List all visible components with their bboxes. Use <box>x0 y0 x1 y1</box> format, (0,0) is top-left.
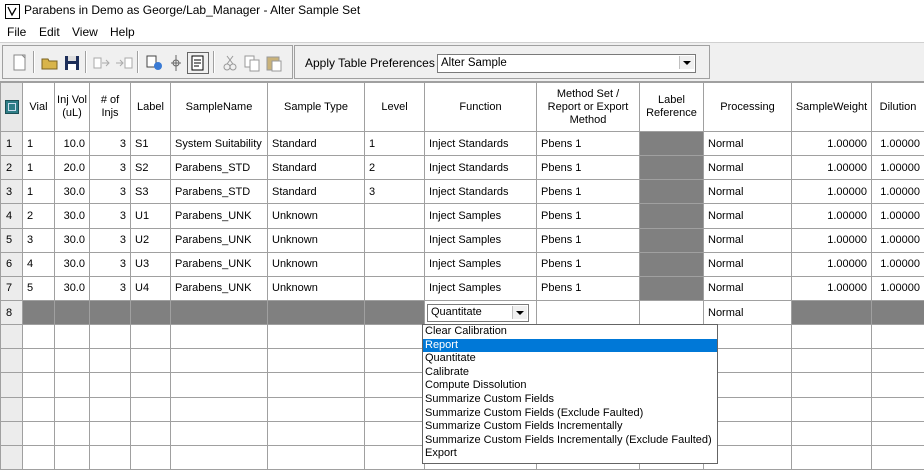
table-cell[interactable] <box>792 325 872 349</box>
table-cell[interactable] <box>90 421 131 445</box>
open-icon[interactable] <box>39 52 61 74</box>
table-cell[interactable] <box>131 325 171 349</box>
table-cell[interactable] <box>171 300 268 324</box>
column-header[interactable]: Inj Vol (uL) <box>55 83 90 132</box>
table-cell[interactable] <box>792 300 872 324</box>
table-cell[interactable] <box>365 445 425 469</box>
dropdown-option[interactable]: Compute Dissolution <box>425 379 527 392</box>
table-cell[interactable] <box>365 421 425 445</box>
table-cell[interactable]: 3 <box>90 156 131 180</box>
table-cell[interactable]: Normal <box>704 132 792 156</box>
table-cell[interactable]: 30.0 <box>55 180 90 204</box>
dropdown-option[interactable]: Summarize Custom Fields <box>425 393 554 405</box>
chevron-down-icon[interactable] <box>512 306 527 319</box>
toolbar-separator <box>85 51 87 73</box>
toolbar-separator <box>137 51 139 73</box>
row-number[interactable]: 8 <box>1 300 23 324</box>
table-corner-icon[interactable] <box>5 100 19 114</box>
cut-icon[interactable] <box>219 52 241 74</box>
row-number[interactable] <box>1 373 23 397</box>
table-cell[interactable]: Parabens_UNK <box>171 252 268 276</box>
table-row[interactable] <box>1 204 924 228</box>
table-cell[interactable]: 10.0 <box>55 132 90 156</box>
table-cell[interactable] <box>131 445 171 469</box>
menu-help[interactable]: Help <box>110 25 135 39</box>
column-header[interactable]: Label Reference <box>640 83 704 132</box>
column-header[interactable]: SampleName <box>171 83 268 132</box>
table-cell[interactable]: System Suitability <box>171 132 268 156</box>
table-cell[interactable] <box>171 373 268 397</box>
table-cell[interactable]: Inject Samples <box>425 204 537 228</box>
table-cell[interactable] <box>55 349 90 373</box>
function-cell[interactable] <box>425 300 537 324</box>
table-cell[interactable] <box>365 252 425 276</box>
table-cell[interactable]: 3 <box>365 180 425 204</box>
table-cell[interactable]: Standard <box>268 180 365 204</box>
table-cell[interactable]: 2 <box>365 156 425 180</box>
toolbar-buttons-panel <box>2 45 293 79</box>
row-number[interactable] <box>1 421 23 445</box>
table-cell[interactable] <box>640 204 704 228</box>
table-cell[interactable] <box>792 445 872 469</box>
table-cell[interactable] <box>55 397 90 421</box>
table-cell[interactable] <box>872 397 924 421</box>
table-cell[interactable]: 1.00000 <box>792 228 872 252</box>
column-header[interactable]: Method Set / Report or Export Method <box>537 83 640 132</box>
row-number[interactable]: 6 <box>1 252 23 276</box>
table-cell[interactable] <box>640 276 704 300</box>
table-cell[interactable]: Parabens_UNK <box>171 276 268 300</box>
table-cell[interactable]: Unknown <box>268 204 365 228</box>
row-number[interactable] <box>1 397 23 421</box>
table-cell[interactable]: Normal <box>704 276 792 300</box>
properties-icon[interactable] <box>165 52 187 74</box>
table-cell[interactable] <box>55 373 90 397</box>
table-row[interactable] <box>1 276 924 300</box>
dropdown-option[interactable]: Export <box>425 447 457 460</box>
table-cell[interactable]: Standard <box>268 156 365 180</box>
row-number[interactable]: 5 <box>1 228 23 252</box>
table-cell[interactable] <box>872 445 924 469</box>
new-icon[interactable] <box>9 52 31 74</box>
table-cell[interactable]: 3 <box>90 204 131 228</box>
table-cell[interactable] <box>640 156 704 180</box>
table-preferences-select[interactable] <box>437 54 696 73</box>
table-cell[interactable] <box>90 300 131 324</box>
row-number[interactable]: 1 <box>1 132 23 156</box>
title-bar <box>0 0 924 22</box>
table-row[interactable] <box>1 180 924 204</box>
table-cell[interactable] <box>268 373 365 397</box>
table-cell[interactable] <box>23 349 55 373</box>
table-cell[interactable] <box>268 445 365 469</box>
table-cell[interactable] <box>23 373 55 397</box>
row-number[interactable]: 4 <box>1 204 23 228</box>
table-cell[interactable]: Normal <box>704 228 792 252</box>
fill-down-icon[interactable] <box>143 52 165 74</box>
table-cell[interactable]: 1.00000 <box>792 180 872 204</box>
table-cell[interactable]: 1.00000 <box>872 252 924 276</box>
column-header[interactable]: Function <box>425 83 537 132</box>
app-icon[interactable] <box>5 4 20 19</box>
table-cell[interactable]: Inject Standards <box>425 180 537 204</box>
table-cell[interactable] <box>365 204 425 228</box>
table-cell[interactable] <box>23 300 55 324</box>
dropdown-option[interactable]: Summarize Custom Fields Incrementally <box>425 420 623 433</box>
copy-icon[interactable] <box>241 52 263 74</box>
paste-icon[interactable] <box>263 52 285 74</box>
table-cell[interactable] <box>365 228 425 252</box>
row-number[interactable] <box>1 325 23 349</box>
table-cell[interactable]: 30.0 <box>55 204 90 228</box>
table-cell[interactable]: 1.00000 <box>872 180 924 204</box>
dropdown-option[interactable]: Calibrate <box>425 365 470 378</box>
table-header-row <box>1 83 924 132</box>
function-select[interactable] <box>427 304 529 322</box>
table-cell[interactable]: Parabens_UNK <box>171 228 268 252</box>
table-cell[interactable]: 30.0 <box>55 276 90 300</box>
table-cell[interactable]: 3 <box>90 180 131 204</box>
table-cell[interactable] <box>872 373 924 397</box>
select-all-corner[interactable] <box>1 83 23 132</box>
table-cell[interactable]: 1.00000 <box>872 156 924 180</box>
table-cell[interactable] <box>365 325 425 349</box>
row-number[interactable] <box>1 349 23 373</box>
table-cell[interactable]: 1.00000 <box>792 252 872 276</box>
table-cell[interactable]: 1 <box>23 132 55 156</box>
table-row-editing[interactable] <box>1 300 924 324</box>
table-cell[interactable]: S1 <box>131 132 171 156</box>
window-title: Parabens in Demo as George/Lab_Manager - Alter Sample Set <box>24 3 361 17</box>
table-cell[interactable] <box>90 325 131 349</box>
table-cell[interactable] <box>90 373 131 397</box>
table-cell[interactable]: Inject Samples <box>425 228 537 252</box>
table-cell[interactable]: Normal <box>704 252 792 276</box>
column-header[interactable]: Label <box>131 83 171 132</box>
table-cell[interactable]: Standard <box>268 132 365 156</box>
table-cell[interactable]: Unknown <box>268 252 365 276</box>
table-cell[interactable]: 1 <box>365 132 425 156</box>
dropdown-option[interactable]: Summarize Custom Fields (Exclude Faulted) <box>425 406 644 419</box>
table-cell[interactable]: 3 <box>90 252 131 276</box>
table-cell[interactable]: Parabens_STD <box>171 156 268 180</box>
table-cell[interactable]: Unknown <box>268 276 365 300</box>
table-cell[interactable]: 30.0 <box>55 252 90 276</box>
table-cell[interactable] <box>792 373 872 397</box>
table-cell[interactable]: Normal <box>704 156 792 180</box>
table-cell[interactable]: Inject Standards <box>425 156 537 180</box>
chevron-down-icon[interactable] <box>679 56 694 69</box>
menu-edit[interactable]: Edit <box>39 25 60 39</box>
column-header[interactable]: Sample Type <box>268 83 365 132</box>
table-cell[interactable] <box>792 349 872 373</box>
table-cell[interactable] <box>792 421 872 445</box>
table-cell[interactable] <box>171 445 268 469</box>
table-cell[interactable] <box>365 300 425 324</box>
table-cell[interactable] <box>792 397 872 421</box>
toolbar <box>0 42 924 82</box>
table-cell[interactable]: 2 <box>23 204 55 228</box>
table-cell[interactable]: 1 <box>23 156 55 180</box>
table-cell[interactable]: 1.00000 <box>872 276 924 300</box>
save-icon[interactable] <box>61 52 83 74</box>
table-cell[interactable]: Normal <box>704 180 792 204</box>
table-cell[interactable] <box>640 300 704 324</box>
menu-view[interactable]: View <box>72 25 98 39</box>
row-number[interactable]: 2 <box>1 156 23 180</box>
table-cell[interactable]: U3 <box>131 252 171 276</box>
row-number[interactable]: 7 <box>1 276 23 300</box>
table-cell[interactable]: Pbens 1 <box>537 132 640 156</box>
menu-file[interactable]: File <box>7 25 27 39</box>
column-header[interactable]: Dilution <box>872 83 924 132</box>
table-cell[interactable]: U2 <box>131 228 171 252</box>
table-cell[interactable]: Pbens 1 <box>537 228 640 252</box>
table-cell[interactable] <box>171 397 268 421</box>
table-cell[interactable]: 1 <box>23 180 55 204</box>
clipboard-icon[interactable] <box>187 52 209 74</box>
table-cell[interactable] <box>640 132 704 156</box>
table-cell[interactable] <box>268 325 365 349</box>
table-cell[interactable]: 1.00000 <box>792 276 872 300</box>
function-dropdown-list[interactable] <box>422 324 718 464</box>
table-cell[interactable] <box>365 373 425 397</box>
table-cell[interactable] <box>268 300 365 324</box>
append-row-icon[interactable] <box>113 52 135 74</box>
table-cell[interactable] <box>268 397 365 421</box>
table-cell[interactable]: 3 <box>90 228 131 252</box>
table-cell[interactable] <box>90 349 131 373</box>
insert-row-icon[interactable] <box>91 52 113 74</box>
table-cell[interactable]: 5 <box>23 276 55 300</box>
column-header[interactable]: # of Injs <box>90 83 131 132</box>
column-header[interactable]: Processing <box>704 83 792 132</box>
table-cell[interactable] <box>55 445 90 469</box>
table-cell[interactable]: Inject Samples <box>425 252 537 276</box>
table-cell[interactable] <box>537 300 640 324</box>
dropdown-option[interactable]: Report <box>423 339 717 353</box>
dropdown-option[interactable]: Clear Calibration <box>425 325 507 337</box>
table-cell[interactable]: 1.00000 <box>872 132 924 156</box>
table-cell[interactable]: 1.00000 <box>872 228 924 252</box>
table-cell[interactable] <box>872 349 924 373</box>
table-cell[interactable] <box>55 325 90 349</box>
function-select-value: Quantitate <box>431 305 482 318</box>
processing-cell[interactable]: Normal <box>704 300 792 324</box>
table-row[interactable] <box>1 252 924 276</box>
table-cell[interactable] <box>131 421 171 445</box>
table-cell[interactable]: 1.00000 <box>792 204 872 228</box>
table-cell[interactable] <box>268 349 365 373</box>
menu-bar <box>0 22 924 42</box>
table-cell[interactable] <box>55 421 90 445</box>
apply-table-preferences-label: Apply Table Preferences <box>305 56 435 70</box>
table-cell[interactable] <box>872 325 924 349</box>
table-cell[interactable] <box>131 373 171 397</box>
toolbar-separator <box>213 51 215 73</box>
table-cell[interactable]: Pbens 1 <box>537 204 640 228</box>
table-cell[interactable]: S3 <box>131 180 171 204</box>
table-cell[interactable] <box>171 349 268 373</box>
table-cell[interactable] <box>55 300 90 324</box>
table-cell[interactable]: Parabens_STD <box>171 180 268 204</box>
table-cell[interactable] <box>640 252 704 276</box>
table-cell[interactable] <box>90 445 131 469</box>
table-cell[interactable]: Inject Samples <box>425 276 537 300</box>
table-cell[interactable] <box>872 421 924 445</box>
table-cell[interactable] <box>171 325 268 349</box>
table-cell[interactable]: Normal <box>704 204 792 228</box>
table-cell[interactable] <box>23 445 55 469</box>
toolbar-separator <box>33 51 35 73</box>
table-preferences-panel <box>294 45 710 79</box>
table-cell[interactable] <box>365 276 425 300</box>
table-cell[interactable] <box>365 349 425 373</box>
dropdown-option[interactable]: Quantitate <box>425 352 476 365</box>
table-cell[interactable] <box>23 325 55 349</box>
table-cell[interactable] <box>872 300 924 324</box>
table-cell[interactable] <box>131 349 171 373</box>
table-row[interactable] <box>1 132 924 156</box>
dropdown-option[interactable]: Summarize Custom Fields Incrementally (Exclude Faulted) <box>425 433 712 446</box>
table-cell[interactable]: Pbens 1 <box>537 180 640 204</box>
table-cell[interactable]: 3 <box>90 132 131 156</box>
table-cell[interactable]: 3 <box>90 276 131 300</box>
table-cell[interactable] <box>23 421 55 445</box>
table-preferences-value: Alter Sample <box>441 57 507 69</box>
row-number[interactable] <box>1 445 23 469</box>
table-cell[interactable] <box>131 397 171 421</box>
table-cell[interactable] <box>23 397 55 421</box>
column-header[interactable]: Vial <box>23 83 55 132</box>
table-cell[interactable]: Parabens_UNK <box>171 204 268 228</box>
column-header[interactable]: Level <box>365 83 425 132</box>
table-cell[interactable]: 1.00000 <box>792 156 872 180</box>
table-cell[interactable]: Unknown <box>268 228 365 252</box>
table-cell[interactable]: S2 <box>131 156 171 180</box>
row-number[interactable]: 3 <box>1 180 23 204</box>
table-cell[interactable] <box>640 228 704 252</box>
table-cell[interactable] <box>365 397 425 421</box>
table-cell[interactable] <box>640 180 704 204</box>
table-cell[interactable]: 3 <box>23 228 55 252</box>
table-cell[interactable] <box>171 421 268 445</box>
table-cell[interactable]: 4 <box>23 252 55 276</box>
table-cell[interactable]: 1.00000 <box>872 204 924 228</box>
table-cell[interactable]: U1 <box>131 204 171 228</box>
table-cell[interactable] <box>268 421 365 445</box>
table-cell[interactable]: Pbens 1 <box>537 156 640 180</box>
table-cell[interactable]: 1.00000 <box>792 132 872 156</box>
table-cell[interactable]: Pbens 1 <box>537 276 640 300</box>
table-cell[interactable]: Inject Standards <box>425 132 537 156</box>
table-row[interactable] <box>1 228 924 252</box>
column-header[interactable]: SampleWeight <box>792 83 872 132</box>
table-cell[interactable]: U4 <box>131 276 171 300</box>
table-cell[interactable] <box>131 300 171 324</box>
table-row[interactable] <box>1 156 924 180</box>
table-cell[interactable]: 20.0 <box>55 156 90 180</box>
table-cell[interactable]: 30.0 <box>55 228 90 252</box>
table-cell[interactable] <box>90 397 131 421</box>
table-cell[interactable]: Pbens 1 <box>537 252 640 276</box>
